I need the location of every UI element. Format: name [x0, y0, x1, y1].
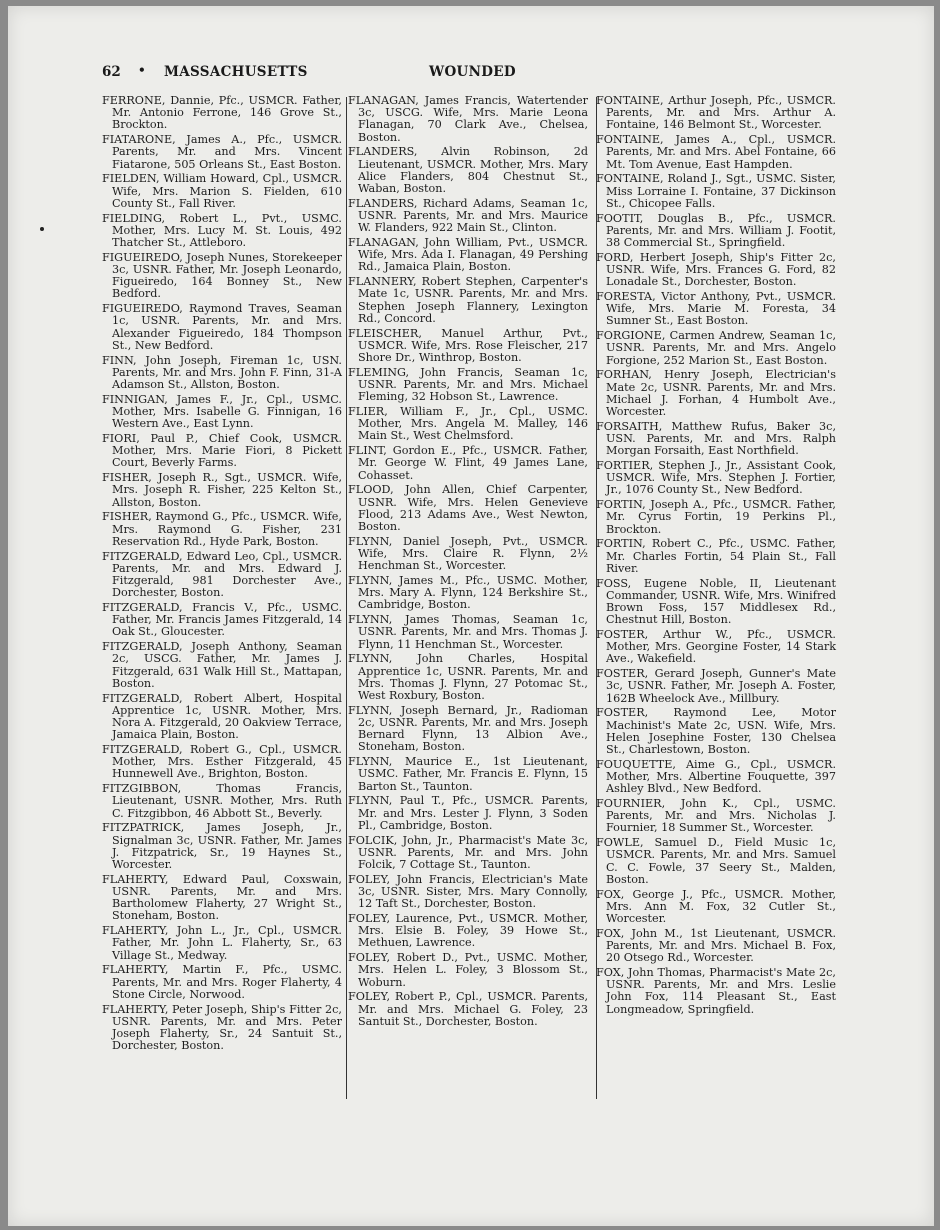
casualty-entry: FORTIN, Robert C., Pfc., USMC. Father, Mr. Charles Fortin, 54 Plain St., Fall River.: [596, 537, 836, 575]
casualty-entry: FOLEY, Laurence, Pvt., USMCR. Mother, Mrs. Elsie B. Foley, 39 Howe St., Methuen, Lawrence.: [348, 912, 588, 950]
casualty-entry: FLIER, William F., Jr., Cpl., USMC. Mother, Mrs. Angela M. Malley, 146 Main St., West Chelmsford.: [348, 405, 588, 443]
casualty-entry: FLYNN, Daniel Joseph, Pvt., USMCR. Wife, Mrs. Claire R. Flynn, 2½ Henchman St., Worcester.: [348, 534, 588, 573]
casualty-entry: FITZGERALD, Edward Leo, Cpl., USMCR. Parents, Mr. and Mrs. Edward J. Fitzgerald, 981 Dorchester Ave., Dorchester, Boston.: [102, 549, 342, 600]
casualty-entry: FISHER, Raymond G., Pfc., USMCR. Wife, Mrs. Raymond G. Fisher, 231 Reservation Rd., Hyde Park, Boston.: [102, 510, 342, 548]
casualty-entry: FORSAITH, Matthew Rufus, Baker 3c, USN. Parents, Mr. and Mrs. Ralph Morgan Forsaith, East Northfield.: [596, 419, 836, 458]
page-number: 62: [102, 64, 121, 80]
casualty-entry: FLANDERS, Richard Adams, Seaman 1c, USNR. Parents, Mr. and Mrs. Maurice W. Flanders, 922 Main St., Clinton.: [348, 196, 588, 235]
casualty-entry: FLOOD, John Allen, Chief Carpenter, USNR. Wife, Mrs. Helen Genevieve Flood, 213 Adams Ave., West Newton, Boston.: [348, 483, 588, 534]
casualty-entry: FITZGERALD, Joseph Anthony, Seaman 2c, USCG. Father, Mr. James J. Fitzgerald, 631 Walk Hill St., Mattapan, Boston.: [102, 640, 342, 690]
casualty-entry: FOSTER, Gerard Joseph, Gunner's Mate 3c, USNR. Father, Mr. Joseph A. Foster, 162B Wheelock Ave., Millbury.: [596, 667, 836, 705]
casualty-entry: FIELDING, Robert L., Pvt., USMC. Mother, Mrs. Lucy M. St. Louis, 492 Thatcher St., Attleboro.: [102, 211, 342, 250]
casualty-entry: FOLEY, Robert D., Pvt., USMC. Mother, Mrs. Helen L. Foley, 3 Blossom St., Woburn.: [348, 951, 588, 989]
casualty-entry: FLYNN, John Charles, Hospital Apprentice 1c, USNR. Parents, Mr. and Mrs. Thomas J. Flynn, 27 Potomac St., West Roxbury, Boston.: [348, 652, 588, 703]
casualty-entry: FOSS, Eugene Noble, II, Lieutenant Commander, USNR. Wife, Mrs. Winifred Brown Foss, 157 Middlesex Rd., Chestnut Hill, Boston.: [596, 576, 836, 627]
casualty-entry: FOX, John Thomas, Pharmacist's Mate 2c, USNR. Parents, Mr. and Mrs. Leslie John Fox, 114 Pleasant St., East Longmeadow, Springfield.: [596, 966, 836, 1016]
punch-dot: [40, 227, 44, 231]
casualty-entry: FORTIER, Stephen J., Jr., Assistant Cook, USMCR. Wife, Mrs. Stephen J. Fortier, Jr., 1076 County St., New Bedford.: [596, 459, 836, 497]
casualty-entry: FOX, George J., Pfc., USMCR. Mother, Mrs. Ann M. Fox, 32 Cutler St., Worcester.: [596, 887, 836, 926]
column-1: [102, 95, 342, 1055]
casualty-entry: FLYNN, Joseph Bernard, Jr., Radioman 2c, USNR. Parents, Mr. and Mrs. Joseph Bernard Flynn, 13 Albion Ave., Stoneham, Boston.: [348, 703, 588, 754]
casualty-entry: FINN, John Joseph, Fireman 1c, USN. Parents, Mr. and Mrs. John F. Finn, 31-A Adamson St., Allston, Boston.: [102, 353, 342, 392]
header-state: MASSACHUSETTS: [164, 64, 308, 80]
casualty-entry: FOUQUETTE, Aime G., Cpl., USMCR. Mother, Mrs. Albertine Fouquette, 397 Ashley Blvd., New Bedford.: [596, 757, 836, 796]
casualty-entry: FISHER, Joseph R., Sgt., USMCR. Wife, Mrs. Joseph R. Fisher, 225 Kelton St., Allston, Boston.: [102, 471, 342, 509]
casualty-entry: FLYNN, James Thomas, Seaman 1c, USNR. Parents, Mr. and Mrs. Thomas J. Flynn, 11 Henchman St., Worcester.: [348, 613, 588, 651]
casualty-entry: FIGUEIREDO, Joseph Nunes, Storekeeper 3c, USNR. Father, Mr. Joseph Leonardo, Figueiredo, 164 Bonney St., New Bedford.: [102, 250, 342, 301]
casualty-entry: FIELDEN, William Howard, Cpl., USMCR. Wife, Mrs. Marion S. Fielden, 610 County St., Fall River.: [102, 172, 342, 210]
column-2: [348, 95, 588, 1031]
casualty-entry: FITZGERALD, Francis V., Pfc., USMC. Father, Mr. Francis James Fitzgerald, 14 Oak St., Gloucester.: [102, 601, 342, 639]
casualty-entry: FONTAINE, Roland J., Sgt., USMC. Sister, Miss Lorraine I. Fontaine, 37 Dickinson St., Chicopee Falls.: [596, 172, 836, 210]
casualty-entry: FITZPATRICK, James Joseph, Jr., Signalman 3c, USNR. Father, Mr. James J. Fitzpatrick, Sr., 19 Haynes St., Worcester.: [102, 821, 342, 872]
casualty-entry: FLYNN, Paul T., Pfc., USMCR. Parents, Mr. and Mrs. Lester J. Flynn, 3 Soden Pl., Cambridge, Boston.: [348, 794, 588, 832]
casualty-entry: FOWLE, Samuel D., Field Music 1c, USMCR. Parents, Mr. and Mrs. Samuel C. C. Fowle, 37 Seery St., Malden, Boston.: [596, 836, 836, 886]
casualty-entry: FORTIN, Joseph A., Pfc., USMCR. Father, Mr. Cyrus Fortin, 19 Perkins Pl., Brockton.: [596, 498, 836, 536]
casualty-entry: FLAHERTY, Martin F., Pfc., USMC. Parents, Mr. and Mrs. Roger Flaherty, 4 Stone Circle, Norwood.: [102, 963, 342, 1001]
casualty-entry: FLYNN, James M., Pfc., USMC. Mother, Mrs. Mary A. Flynn, 124 Berkshire St., Cambridge, Boston.: [348, 574, 588, 612]
page-header: [102, 64, 842, 88]
header-bullet: •: [138, 63, 146, 77]
casualty-entry: FOLEY, John Francis, Electrician's Mate 3c, USNR. Sister, Mrs. Mary Connolly, 12 Taft St., Dorchester, Boston.: [348, 872, 588, 911]
casualty-entry: FONTAINE, Arthur Joseph, Pfc., USMCR. Parents, Mr. and Mrs. Arthur A. Fontaine, 146 Belmont St., Worcester.: [596, 94, 836, 132]
casualty-entry: FITZGERALD, Robert Albert, Hospital Apprentice 1c, USNR. Mother, Mrs. Nora A. Fitzgerald, 20 Oakview Terrace, Jamaica Plain, Boston.: [102, 691, 342, 742]
casualty-entry: FOLEY, Robert P., Cpl., USMCR. Parents, Mr. and Mrs. Michael G. Foley, 23 Santuit St., Dorchester, Boston.: [348, 990, 588, 1028]
column-divider: [346, 97, 347, 1099]
casualty-entry: FIGUEIREDO, Raymond Traves, Seaman 1c, USNR. Parents, Mr. and Mrs. Alexander Figueiredo, 184 Thompson St., New Bedford.: [102, 302, 342, 352]
casualty-entry: FOOTIT, Douglas B., Pfc., USMCR. Parents, Mr. and Mrs. William J. Footit, 38 Commercial St., Springfield.: [596, 211, 836, 250]
casualty-entry: FLINT, Gordon E., Pfc., USMCR. Father, Mr. George W. Flint, 49 James Lane, Cohasset.: [348, 444, 588, 482]
casualty-entry: FLANNERY, Robert Stephen, Carpenter's Mate 1c, USNR. Parents, Mr. and Mrs. Stephen Joseph Flannery, Lexington Rd., Concord.: [348, 275, 588, 325]
casualty-entry: FORESTA, Victor Anthony, Pvt., USMCR. Wife, Mrs. Marie M. Foresta, 34 Sumner St., East Boston.: [596, 290, 836, 328]
casualty-entry: FITZGERALD, Robert G., Cpl., USMCR. Mother, Mrs. Esther Fitzgerald, 45 Hunnewell Ave., Brighton, Boston.: [102, 743, 342, 781]
casualty-entry: FERRONE, Dannie, Pfc., USMCR. Father, Mr. Antonio Ferrone, 146 Grove St., Brockton.: [102, 94, 342, 132]
header-section-title: WOUNDED: [429, 64, 516, 80]
casualty-entry: FOSTER, Arthur W., Pfc., USMCR. Mother, Mrs. Georgine Foster, 14 Stark Ave., Wakefield.: [596, 628, 836, 666]
casualty-entry: FITZGIBBON, Thomas Francis, Lieutenant, USNR. Mother, Mrs. Ruth C. Fitzgibbon, 46 Abbott St., Beverly.: [102, 782, 342, 820]
casualty-entry: FIATARONE, James A., Pfc., USMCR. Parents, Mr. and Mrs. Vincent Fiatarone, 505 Orleans St., East Boston.: [102, 133, 342, 171]
casualty-entry: FOURNIER, John K., Cpl., USMC. Parents, Mr. and Mrs. Nicholas J. Fournier, 18 Summer St., Worcester.: [596, 797, 836, 835]
casualty-entry: FLYNN, Maurice E., 1st Lieutenant, USMC. Father, Mr. Francis E. Flynn, 15 Barton St., Taunton.: [348, 755, 588, 793]
casualty-entry: FLEISCHER, Manuel Arthur, Pvt., USMCR. Wife, Mrs. Rose Fleischer, 217 Shore Dr., Winthrop, Boston.: [348, 326, 588, 365]
casualty-entry: FLAHERTY, John L., Jr., Cpl., USMCR. Father, Mr. John L. Flaherty, Sr., 63 Village St., Medway.: [102, 924, 342, 962]
casualty-entry: FLANDERS, Alvin Robinson, 2d Lieutenant, USMCR. Mother, Mrs. Mary Alice Flanders, 804 Chestnut St., Waban, Boston.: [348, 145, 588, 196]
casualty-entry: FIORI, Paul P., Chief Cook, USMCR. Mother, Mrs. Marie Fiori, 8 Pickett Court, Beverly Farms.: [102, 432, 342, 470]
column-3: [596, 95, 836, 1018]
casualty-entry: FORGIONE, Carmen Andrew, Seaman 1c, USNR. Parents, Mr. and Mrs. Angelo Forgione, 252 Marion St., East Boston.: [596, 329, 836, 367]
casualty-entry: FOX, John M., 1st Lieutenant, USMCR. Parents, Mr. and Mrs. Michael B. Fox, 20 Otsego Rd., Worcester.: [596, 926, 836, 965]
casualty-entry: FLAHERTY, Edward Paul, Coxswain, USNR. Parents, Mr. and Mrs. Bartholomew Flaherty, 27 Wright St., Stoneham, Boston.: [102, 872, 342, 923]
casualty-entry: FLANAGAN, John William, Pvt., USMCR. Wife, Mrs. Ada I. Flanagan, 49 Pershing Rd., Jamaica Plain, Boston.: [348, 236, 588, 274]
casualty-entry: FORD, Herbert Joseph, Ship's Fitter 2c, USNR. Wife, Mrs. Frances G. Ford, 82 Lonadale St., Dorchester, Boston.: [596, 250, 836, 289]
casualty-entry: FLANAGAN, James Francis, Watertender 3c, USCG. Wife, Mrs. Marie Leona Flanagan, 70 Clark Ave., Chelsea, Boston.: [348, 94, 588, 144]
casualty-entry: FORHAN, Henry Joseph, Electrician's Mate 2c, USNR. Parents, Mr. and Mrs. Michael J. Forhan, 4 Humbolt Ave., Worcester.: [596, 368, 836, 419]
casualty-entry: FINNIGAN, James F., Jr., Cpl., USMC. Mother, Mrs. Isabelle G. Finnigan, 16 Western Ave., East Lynn.: [102, 392, 342, 431]
casualty-entry: FOSTER, Raymond Lee, Motor Machinist's Mate 2c, USN. Wife, Mrs. Helen Josephine Foster, 130 Chelsea St., Charlestown, Boston.: [596, 706, 836, 757]
casualty-entry: FLAHERTY, Peter Joseph, Ship's Fitter 2c, USNR. Parents, Mr. and Mrs. Peter Joseph Flaherty, Sr., 24 Santuit St., Dorchester, Boston.: [102, 1002, 342, 1053]
casualty-entry: FOLCIK, John, Jr., Pharmacist's Mate 3c, USNR. Parents, Mr. and Mrs. John Folcik, 7 Cottage St., Taunton.: [348, 833, 588, 872]
casualty-entry: FLEMING, John Francis, Seaman 1c, USNR. Parents, Mr. and Mrs. Michael Fleming, 32 Hobson St., Lawrence.: [348, 365, 588, 404]
casualty-entry: FONTAINE, James A., Cpl., USMCR. Parents, Mr. and Mrs. Abel Fontaine, 66 Mt. Tom Avenue, East Hampden.: [596, 133, 836, 171]
